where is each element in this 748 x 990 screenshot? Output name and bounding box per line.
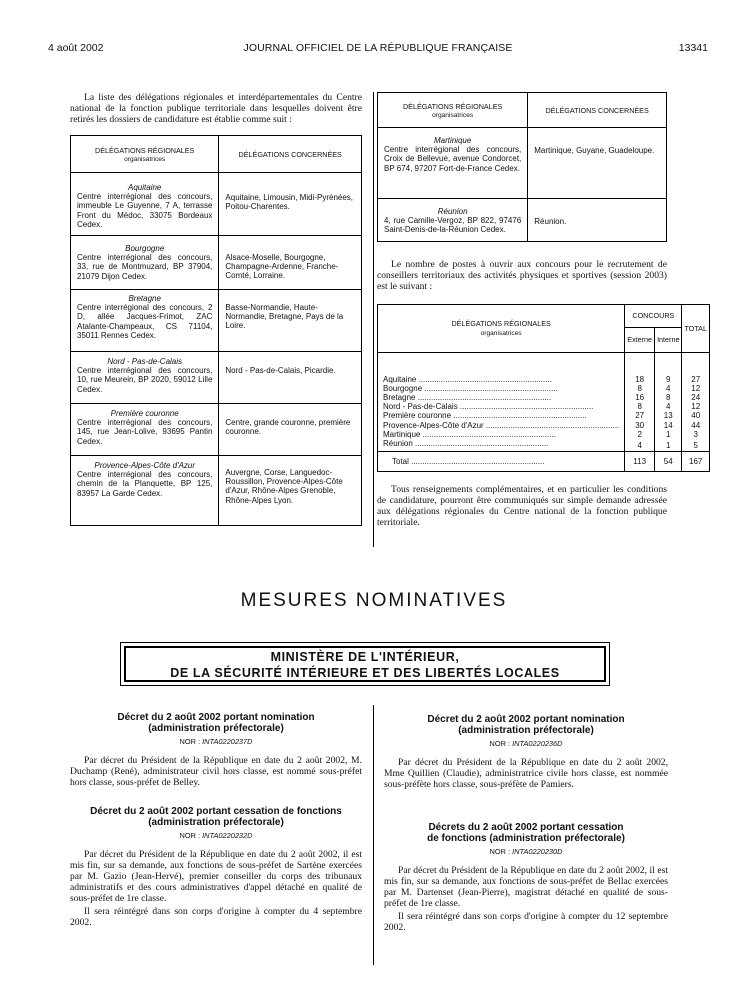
postes-row-name: Aquitaine ..... <box>378 375 625 384</box>
postes-row-total: 3 <box>682 430 710 439</box>
table-row <box>71 404 362 456</box>
region-address: Centre interrégional des concours, 145, rue Jean-Lolive, 93695 Pantin Cedex. <box>77 418 213 446</box>
postes-row-name: Bretagne ..... <box>378 393 625 402</box>
concerned-cell: Auvergne, Corse, Languedoc-Roussillon, Provence-Alpes-Côte d'Azur, Rhône-Alpes Grenoble, Rhône-Alpes Lyon. <box>219 456 362 526</box>
table-row <box>378 430 710 439</box>
postes-row-name: Réunion ..... <box>378 439 625 452</box>
table-total-row <box>378 452 710 472</box>
postes-row-total: 44 <box>682 421 710 430</box>
ministry-box-inner <box>124 646 606 682</box>
concerned-cell: Centre, grande couronne, première couronne. <box>219 404 362 456</box>
upper-right-column <box>377 92 707 529</box>
postes-row-externe: 2 <box>625 430 655 439</box>
table-row <box>378 375 710 384</box>
decree-title: Décret du 2 août 2002 portant cessation de fonctions <box>90 806 342 817</box>
table-row <box>71 290 362 352</box>
ministry-box <box>120 642 610 686</box>
region-address: Centre interrégional des concours, 10, rue Meurein, BP 2020, 59012 Lille Cedex. <box>77 366 213 394</box>
postes-row-externe: 8 <box>625 402 655 411</box>
decree-nor: NOR : INTA0220237D <box>179 737 253 746</box>
postes-row-externe: 8 <box>625 384 655 393</box>
decree-nor: NOR : INTA0220236D <box>489 739 563 748</box>
ministry-line-2: DE LA SÉCURITÉ INTÉRIEURE ET DES LIBERTÉS LOCALES <box>170 666 560 680</box>
region-cell <box>378 199 528 242</box>
decree-subtitle: de fonctions (administration préfectorale) <box>427 833 625 844</box>
header-delegations-regionales: DÉLÉGATIONS RÉGIONALES organisatrices <box>378 304 625 352</box>
postes-row-interne: 4 <box>655 402 682 411</box>
concerned-cell: Aquitaine, Limousin, Midi-Pyrénées, Poitou-Charentes. <box>219 173 362 236</box>
concerned-cell: Basse-Normandie, Haute-Normandie, Bretagne, Pays de la Loire. <box>219 290 362 352</box>
header-total: TOTAL <box>682 304 710 352</box>
table-row <box>71 173 362 236</box>
page-header <box>48 42 708 58</box>
concerned-cell: Martinique, Guyane, Guadeloupe. <box>528 128 667 199</box>
region-name: Bourgogne <box>125 244 165 254</box>
decree-nor: NOR : INTA0220230D <box>489 847 563 856</box>
region-cell <box>378 128 528 199</box>
decree-block <box>384 714 668 790</box>
postes-row-interne: 9 <box>655 375 682 384</box>
postes-intro-paragraph: Le nombre de postes à ouvrir aux concours pour le recrutement de conseillers territoriaux des activités physiques et sportives (session 2003) est le suivant : <box>377 258 667 292</box>
region-name: Nord - Pas-de-Calais <box>107 357 183 367</box>
region-name: Bretagne <box>128 294 161 304</box>
postes-row-externe: 4 <box>625 439 655 452</box>
header-delegations-concernees: DÉLÉGATIONS CONCERNÉES <box>219 136 362 173</box>
postes-row-total: 40 <box>682 411 710 420</box>
region-cell <box>71 173 219 236</box>
postes-row-externe: 27 <box>625 411 655 420</box>
table-row <box>378 439 710 452</box>
region-cell <box>71 352 219 404</box>
postes-row-externe: 30 <box>625 421 655 430</box>
postes-row-total: 12 <box>682 384 710 393</box>
region-address: Centre interrégional des concours, 2 D, allée Jacques-Frimot, ZAC Atalante-Champeaux, CS 71104, 35011 Rennes Cedex. <box>77 303 213 340</box>
postes-row-interne: 13 <box>655 411 682 420</box>
postes-table-header-row1 <box>378 304 710 327</box>
decree-block <box>70 712 362 788</box>
table-row <box>71 236 362 290</box>
delegations-table-left <box>70 135 362 526</box>
decree-paragraph: Par décret du Président de la République en date du 2 août 2002, il est mis fin, sur sa demande, aux fonctions de sous-préfet de Sartène exercées par M. Gazio (Jean-Hervé), premier conseiller du corps des tribunaux administratifs et des cours administratives d'appel détaché en qualité de sous-préfet de 1re classe. <box>70 849 362 904</box>
table-row <box>378 128 667 199</box>
concerned-cell: Nord - Pas-de-Calais, Picardie. <box>219 352 362 404</box>
table-row <box>378 411 710 420</box>
postes-row-interne: 1 <box>655 439 682 452</box>
concerned-cell: Réunion. <box>528 199 667 242</box>
intro-paragraph: La liste des délégations régionales et interdépartementales du Centre national de la fonction publique territoriale dans lesquelles doivent être retirés les dossiers de candidature est établie comme suit : <box>70 92 362 125</box>
region-name: Réunion <box>437 207 468 216</box>
header-externe: Externe <box>625 327 655 352</box>
region-name: Provence-Alpes-Côte d'Azur <box>94 461 196 471</box>
postes-row-name: Première couronne ..... <box>378 411 625 420</box>
decree-subtitle: (administration préfectorale) <box>148 723 284 734</box>
decree-nor: NOR : INTA0220232D <box>179 831 253 840</box>
region-cell <box>71 290 219 352</box>
ministry-line-1: MINISTÈRE DE L'INTÉRIEUR, <box>270 650 460 664</box>
column-divider <box>373 705 374 965</box>
postes-row-interne: 1 <box>655 430 682 439</box>
lower-left-column <box>70 712 362 928</box>
region-name: Aquitaine <box>128 183 162 192</box>
region-address: 4, rue Camille-Vergoz, BP 822, 97476 Saint-Denis-de-la-Réunion Cedex. <box>384 216 522 235</box>
postes-row-interne: 4 <box>655 384 682 393</box>
table-row <box>378 393 710 402</box>
region-name: Première couronne <box>110 409 179 419</box>
table-row <box>378 402 710 411</box>
postes-row-interne: 8 <box>655 393 682 402</box>
postes-row-externe: 16 <box>625 393 655 402</box>
region-cell <box>71 404 219 456</box>
postes-row-total: 24 <box>682 393 710 402</box>
table-row <box>378 384 710 393</box>
header-interne: Interne <box>655 327 682 352</box>
decree-title: Décret du 2 août 2002 portant nomination <box>427 714 625 725</box>
postes-row-name: Nord - Pas-de-Calais ..... <box>378 402 625 411</box>
decree-subtitle: (administration préfectorale) <box>458 725 594 736</box>
delegations-table-header <box>71 136 362 173</box>
header-delegations-concernees: DÉLÉGATIONS CONCERNÉES <box>528 93 667 128</box>
decree-paragraph: Il sera réintégré dans son corps d'origine à compter du 4 septembre 2002. <box>70 906 362 928</box>
postes-total-externe: 113 <box>625 452 655 472</box>
region-cell <box>71 456 219 526</box>
decree-paragraph: Par décret du Président de la République en date du 2 août 2002, M. Duchamp (René), administrateur civil hors classe, est nommé sous-préfet hors classe, sous-préfet de Belley. <box>70 755 362 788</box>
concerned-cell: Alsace-Moselle, Bourgogne, Champagne-Ardenne, Franche-Comté, Lorraine. <box>219 236 362 290</box>
postes-row-name: Provence-Alpes-Côte d'Azur ..... <box>378 421 625 430</box>
delegations-table-header <box>378 93 667 128</box>
decree-paragraph: Par décret du Président de la République en date du 2 août 2002, il est mis fin, sur sa demande, aux fonctions de sous-préfet de Bellac exercées par M. Dartenset (Jean-Pierre), magistrat détaché en qualité de sous-préfet de 1re classe. <box>384 865 668 909</box>
header-concours: CONCOURS <box>625 304 682 327</box>
delegations-table-right <box>377 92 667 242</box>
section-title: MESURES NOMINATIVES <box>240 590 508 611</box>
postes-row-interne: 14 <box>655 421 682 430</box>
region-address: Centre interrégional des concours, 33, rue de Montmuzard, BP 37904, 21079 Dijon Cedex. <box>77 253 213 281</box>
table-row <box>378 421 710 430</box>
postes-row-externe: 18 <box>625 375 655 384</box>
lower-right-column <box>384 714 668 933</box>
info-paragraph: Tous renseignements complémentaires, et en particulier les conditions de candidature, pourront être communiqués sur simple demande adressée aux délégations régionales du Centre national de la fonction publique territoriale. <box>377 484 667 529</box>
postes-row-total: 5 <box>682 439 710 452</box>
decree-paragraph: Par décret du Président de la République en date du 2 août 2002, Mme Quillien (Claudie), administratrice civile hors classe, est nommée sous-préfète hors classe, sous-préfète de Pamiers. <box>384 757 668 790</box>
header-delegations-regionales: DÉLÉGATIONS RÉGIONALES organisatrices <box>378 93 528 128</box>
column-divider <box>373 92 374 547</box>
table-row <box>71 352 362 404</box>
decree-block <box>384 822 668 933</box>
decree-block <box>70 806 362 928</box>
region-cell <box>71 236 219 290</box>
postes-row-name: Martinique ..... <box>378 430 625 439</box>
postes-total-total: 167 <box>682 452 710 472</box>
header-journal-title: JOURNAL OFFICIEL DE LA RÉPUBLIQUE FRANÇAISE <box>243 42 513 54</box>
table-row <box>378 199 667 242</box>
postes-row-name: Bourgogne ..... <box>378 384 625 393</box>
postes-row-total: 12 <box>682 402 710 411</box>
postes-row-total: 27 <box>682 375 710 384</box>
header-delegations-regionales: DÉLÉGATIONS RÉGIONALES organisatrices <box>71 136 219 173</box>
header-date: 4 août 2002 <box>48 42 104 54</box>
decree-paragraph: Il sera réintégré dans son corps d'origine à compter du 12 septembre 2002. <box>384 911 668 933</box>
decree-title: Décret du 2 août 2002 portant nomination <box>117 712 315 723</box>
region-address: Centre interrégional des concours, immeuble Le Guyenne, 7 A, terrasse Front du Médoc, 33075 Bordeaux Cedex. <box>77 192 213 229</box>
decree-subtitle: (administration préfectorale) <box>148 817 284 828</box>
region-address: Centre interrégional des concours, Croix de Bellevue, avenue Condorcet, BP 674, 97207 Fort-de-France Cedex. <box>384 145 522 173</box>
decree-title: Décrets du 2 août 2002 portant cessation <box>428 822 624 833</box>
postes-table <box>377 304 710 473</box>
region-name: Martinique <box>433 136 472 145</box>
upper-left-column <box>70 92 362 526</box>
region-address: Centre interrégional des concours, chemin de la Planquette, BP 125, 83957 La Garde Cedex. <box>77 470 213 498</box>
postes-total-interne: 54 <box>655 452 682 472</box>
header-page-number: 13341 <box>678 42 708 54</box>
postes-total-label: Total ..... <box>378 452 625 472</box>
table-row <box>71 456 362 526</box>
